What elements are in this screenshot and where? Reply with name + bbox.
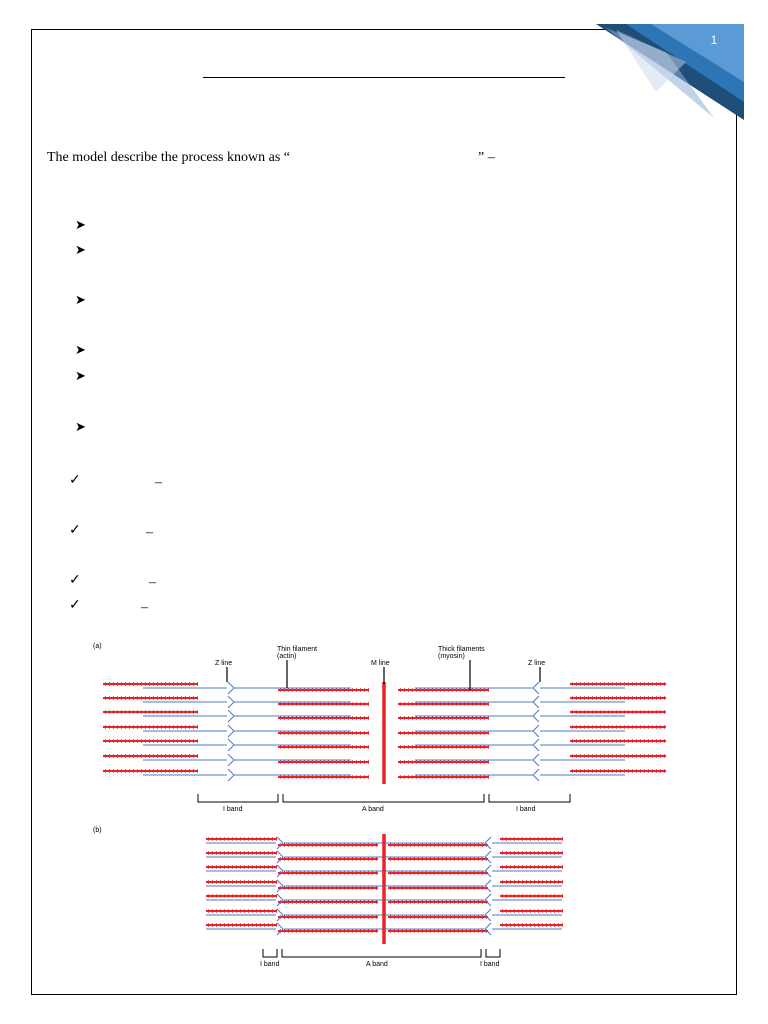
z-disc-segment	[533, 754, 539, 766]
i-band-left-label-b: I band	[260, 961, 280, 968]
arrow-bullet-icon: ➤	[75, 419, 86, 434]
arrow-bullet-icon: ➤	[75, 217, 86, 232]
page-number: 1	[710, 33, 718, 47]
z-disc-segment	[533, 769, 539, 781]
panel-b-diagram	[206, 834, 563, 944]
z-disc-segment	[277, 894, 283, 906]
z-disc-segment	[485, 923, 491, 935]
check-bullet-icon: ✓	[69, 473, 81, 488]
arrow-bullet-icon: ➤	[75, 342, 86, 357]
actin-filament-heads	[278, 915, 377, 919]
actin-filament-heads	[278, 886, 377, 890]
actin-filament-heads	[388, 900, 487, 904]
arrow-bullet-icon: ➤	[75, 292, 86, 307]
actin-filament-heads	[398, 716, 489, 720]
actin-filament-heads	[278, 871, 377, 875]
actin-filament-heads	[398, 702, 489, 706]
thick-filaments-label: Thick filaments	[438, 646, 485, 653]
thin-filament-label: Thin filament	[277, 646, 318, 653]
actin-filament-heads	[278, 731, 369, 735]
actin-filament-heads	[398, 688, 489, 692]
z-disc-segment	[485, 837, 491, 849]
actin-filament-heads	[278, 843, 377, 847]
z-disc-segment	[485, 880, 491, 892]
actin-filament-heads	[388, 915, 487, 919]
panel-b-label: (b)	[93, 827, 102, 834]
actin-filament-heads	[388, 886, 487, 890]
actin-filament-heads	[388, 929, 487, 933]
check-bullet-icon: ✓	[69, 573, 81, 588]
z-disc-segment	[277, 837, 283, 849]
dash: –	[155, 475, 162, 490]
z-disc-segment	[485, 894, 491, 906]
actin-filament-heads	[278, 745, 369, 749]
intro-suffix: ” –	[477, 150, 495, 165]
m-line-label: M line	[371, 660, 390, 667]
a-band-label-b: A band	[366, 961, 388, 968]
i-band-right-label-a: I band	[516, 806, 536, 813]
actin-filament-heads	[398, 775, 489, 779]
sarcomere-figure	[88, 638, 682, 972]
thin-filament-sub-label: (actin)	[277, 653, 297, 660]
z-disc-segment	[485, 909, 491, 921]
z-disc-segment	[533, 739, 539, 751]
thick-filaments-sub-label: (myosin)	[438, 653, 465, 660]
actin-filament-heads	[278, 900, 377, 904]
actin-filament-heads	[278, 929, 377, 933]
actin-filament-heads	[278, 775, 369, 779]
actin-filament-heads	[388, 843, 487, 847]
z-disc-segment	[228, 739, 234, 751]
intro-prefix: The model describe the process known as “	[47, 150, 290, 165]
actin-filament-heads	[398, 731, 489, 735]
a-band-label-a: A band	[362, 806, 384, 813]
i-band-right-label-b: I band	[480, 961, 500, 968]
z-line-left-label: Z line	[215, 660, 233, 667]
z-disc-segment	[533, 710, 539, 722]
z-disc-segment	[228, 682, 234, 694]
z-disc-segment	[277, 851, 283, 863]
actin-filament-heads	[278, 760, 369, 764]
actin-filament-heads	[278, 857, 377, 861]
z-disc-segment	[228, 725, 234, 737]
title-underline	[203, 77, 565, 78]
z-disc-segment	[228, 710, 234, 722]
dash: –	[141, 600, 148, 615]
panel-a-label: (a)	[93, 643, 102, 650]
z-disc-segment	[533, 696, 539, 708]
z-disc-segment	[228, 754, 234, 766]
z-disc-segment	[277, 909, 283, 921]
check-bullet-icon: ✓	[69, 523, 81, 538]
z-disc-segment	[533, 725, 539, 737]
actin-filament-heads	[278, 716, 369, 720]
actin-filament-heads	[278, 702, 369, 706]
z-disc-segment	[228, 696, 234, 708]
arrow-bullet-icon: ➤	[75, 242, 86, 257]
actin-filament-heads	[388, 857, 487, 861]
actin-filament-heads	[278, 688, 369, 692]
actin-filament-heads	[388, 871, 487, 875]
z-disc-segment	[277, 923, 283, 935]
intro-sentence	[47, 150, 687, 166]
z-disc-segment	[228, 769, 234, 781]
actin-filament-heads	[398, 760, 489, 764]
z-disc-segment	[277, 865, 283, 877]
panel-a-diagram	[103, 682, 666, 784]
actin-filament-heads	[398, 745, 489, 749]
z-disc-segment	[277, 880, 283, 892]
dash: –	[146, 525, 153, 540]
i-band-left-label-a: I band	[223, 806, 243, 813]
dash: –	[149, 575, 156, 590]
z-disc-segment	[485, 865, 491, 877]
check-bullet-icon: ✓	[69, 598, 81, 613]
z-line-right-label: Z line	[528, 660, 546, 667]
z-disc-segment	[533, 682, 539, 694]
arrow-bullet-icon: ➤	[75, 368, 86, 383]
z-disc-segment	[485, 851, 491, 863]
